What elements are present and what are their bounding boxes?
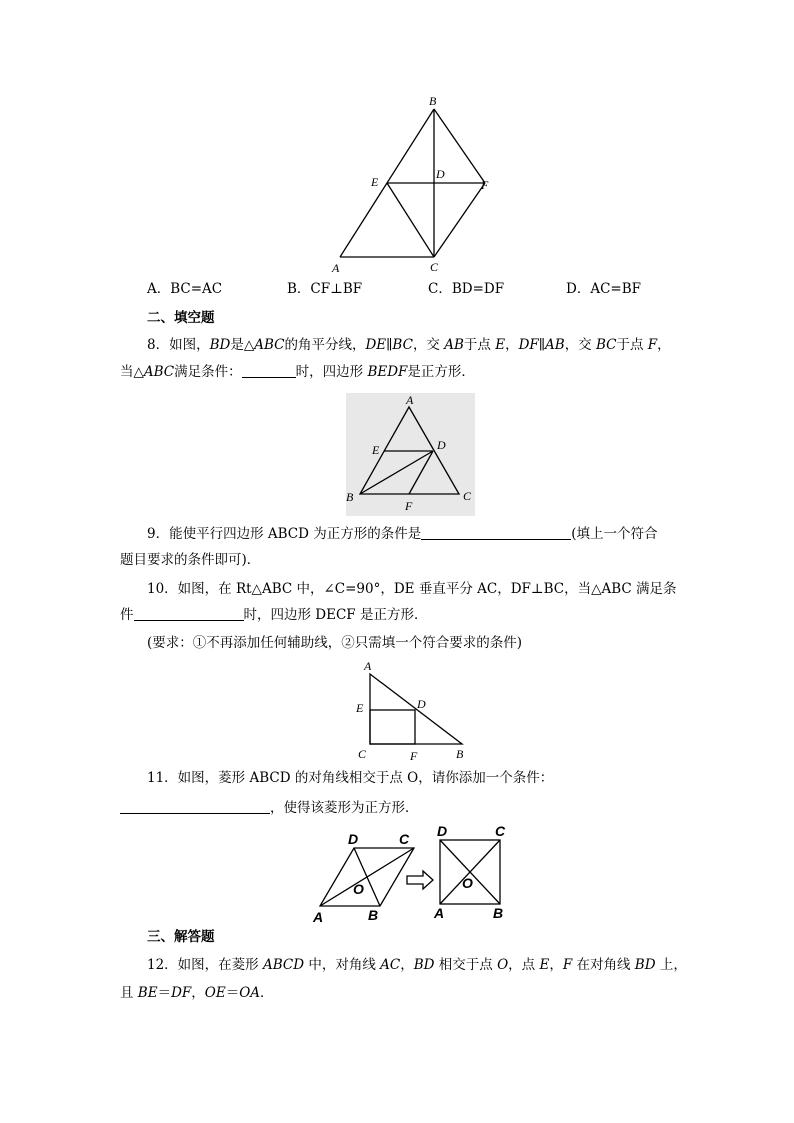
q9-line1: 9．能使平行四边形 ABCD 为正方形的条件是 (填上一个符合: [147, 526, 658, 542]
label-c: C: [430, 260, 439, 274]
choice-a: A．BC=AC: [147, 281, 223, 297]
label-b: B: [346, 490, 354, 504]
label-c: C: [463, 489, 472, 503]
q10-line1: 10．如图，在 Rt△ABC 中，∠C=90°，DE 垂直平分 AC，DF⊥BC，当△ABC 满足条: [147, 581, 677, 597]
label-c: C: [399, 831, 410, 847]
label-a: A: [313, 909, 324, 925]
q10-line2: 件 时，四边形 DECF 是正方形．: [120, 607, 428, 623]
label-c: C: [358, 747, 367, 761]
q8-answer-blank[interactable]: [242, 364, 296, 378]
section-heading-fill-in: 二、填空题: [147, 310, 215, 326]
label-f: F: [481, 178, 489, 192]
label-a: A: [332, 261, 340, 275]
label-a: A: [406, 393, 414, 407]
label-f: F: [410, 749, 418, 763]
q10-answer-blank[interactable]: [134, 607, 244, 621]
arrow-icon: [407, 871, 433, 889]
label-d: D: [417, 697, 426, 711]
label-o: O: [353, 881, 364, 897]
label-e: E: [371, 175, 379, 189]
q11-answer-blank[interactable]: [120, 800, 270, 814]
label-d: D: [437, 438, 446, 452]
q12-line1: 12．如图，在菱形 ABCD 中，对角线 AC，BD 相交于点 O，点 E，F 在对角线 BD 上，: [147, 957, 687, 973]
label-c: C: [495, 823, 506, 839]
section-heading-answer: 三、解答题: [147, 929, 215, 945]
square-decf: [370, 710, 415, 744]
q11-line2: ，使得该菱形为正方形．: [120, 800, 419, 816]
figure-q7: [330, 92, 500, 277]
label-d: D: [437, 823, 448, 839]
q9-line2: 题目要求的条件即可)．: [120, 552, 261, 568]
segment-fc: [434, 183, 485, 257]
label-d: D: [348, 831, 359, 847]
label-b: B: [429, 94, 437, 108]
label-a: A: [434, 905, 445, 921]
figure-q10: [350, 660, 475, 765]
q9-answer-blank[interactable]: [421, 526, 571, 540]
choice-d: D．AC=BF: [566, 281, 642, 297]
label-b: B: [368, 907, 379, 923]
q12-line2: 且 BE＝DF，OE＝OA．: [120, 985, 274, 1001]
label-o: O: [462, 875, 473, 891]
figure-q11: [310, 823, 520, 925]
label-e: E: [372, 443, 380, 457]
q8-line1: 8．如图，BD是△ABC的角平分线，DE∥BC，交 AB于点 E，DF∥AB，交 BC于点 F，: [147, 337, 671, 353]
choice-b: B．CF⊥BF: [287, 281, 363, 297]
triangle-abc: [370, 674, 462, 744]
segment-ec: [387, 183, 434, 257]
choice-c: C．BD=DF: [428, 281, 505, 297]
q8-line2: 当△ABC满足条件： 时，四边形 BEDF是正方形．: [120, 364, 475, 380]
figure-q8: [346, 393, 475, 516]
label-d: D: [436, 167, 445, 181]
label-e: E: [356, 701, 364, 715]
label-b: B: [456, 747, 464, 761]
label-b: B: [493, 905, 504, 921]
figure-q8-background: [346, 393, 475, 516]
label-a: A: [364, 659, 372, 673]
q10-requirement: (要求：①不再添加任何辅助线，②只需填一个符合要求的条件): [147, 635, 523, 651]
diagonal-bd: [354, 848, 380, 906]
q11-line1: 11．如图，菱形 ABCD 的对角线相交于点 O，请你添加一个条件：: [147, 770, 554, 786]
label-f: F: [405, 499, 413, 513]
